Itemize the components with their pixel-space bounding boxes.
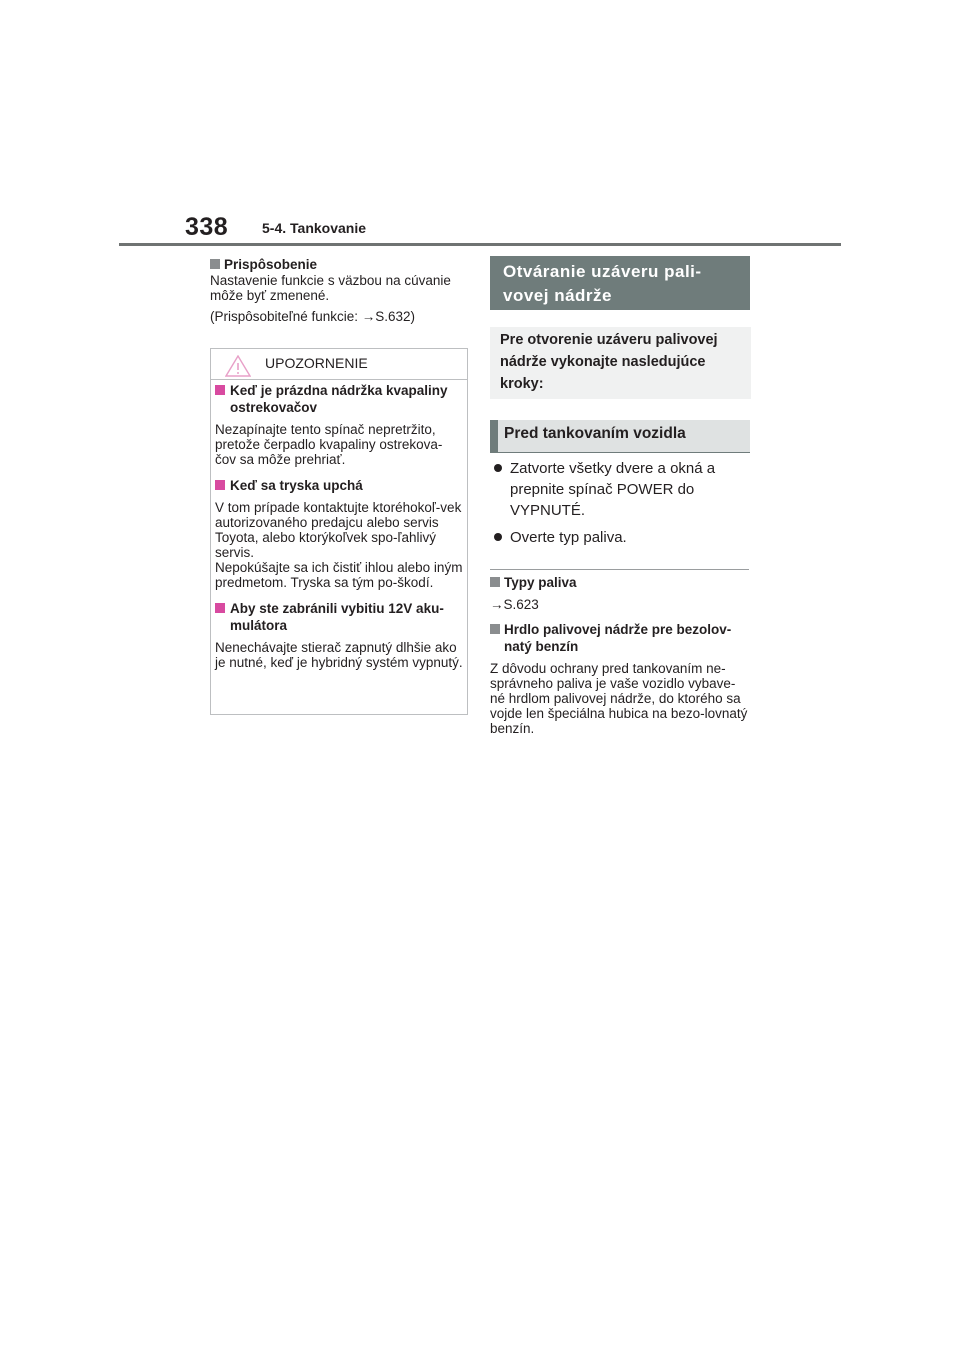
subsection-rule [490,452,750,453]
customization-ref: (Prispôsobiteľné funkcie: →S.632) [210,309,416,324]
warning-item [215,477,463,590]
square-bullet-icon [215,480,225,490]
notes-block [490,574,750,736]
notes-divider [490,569,749,570]
warning-item-text: Nezapínajte tento spínač nepretržito, pretože čerpadlo kvapaliny ostrekova-čov sa môže prehriať. [215,422,443,467]
bullet-list [494,458,750,548]
list-item [494,458,750,521]
warning-body [215,382,463,670]
subsection-title: Pred tankovaním vozidla [504,425,686,442]
filler-neck-text: Z dôvodu ochrany pred tankovaním ne-správneho paliva je vaše vozidlo vybave-né hrdlom palivovej nádrže, do ktorého sa vojde len špeciálna hubica na bezo-lovnatý benzín. [490,661,748,736]
warning-item-text: Nepokúšajte sa ich čistiť ihlou alebo iným predmetom. Tryska sa tým po-škodí. [215,560,463,590]
page-number: 338 [185,213,229,241]
intro-text: Pre otvorenie uzáveru palivovej nádrže vykonajte nasledujúce kroky: [500,332,718,392]
warning-item [215,382,463,467]
customization-heading [210,256,470,273]
warning-item-heading-text: Keď sa tryska upchá [230,478,363,493]
section-banner [490,256,750,310]
square-bullet-icon [490,624,500,634]
square-bullet-icon [215,603,225,613]
square-bullet-icon [215,385,225,395]
warning-triangle-icon [225,355,251,377]
warning-divider [211,379,467,380]
bullet-dot-icon [494,533,502,541]
warning-item-heading [215,477,463,494]
fuel-types-ref: →S.623 [490,597,539,612]
filler-neck-heading-text: Hrdlo palivovej nádrže pre bezolov-natý benzín [504,622,732,654]
warning-label: UPOZORNENIE [265,355,368,371]
filler-neck-heading [490,621,750,655]
subsection-banner [490,420,750,452]
intro-box [490,327,751,399]
customization-block [210,256,470,324]
list-item-text: Zatvorte všetky dvere a okná a prepnite spínač POWER do VYPNUTÉ. [510,460,716,519]
warning-item-heading-text: Keď je prázdna nádržka kvapaliny ostrekovačov [230,383,448,415]
square-bullet-icon [210,259,220,269]
warning-item-heading [215,382,463,416]
section-title: 5-4. Tankovanie [262,220,367,236]
section-banner-text: Otváranie uzáveru pali-vovej nádrže [503,262,702,305]
fuel-types-heading [490,574,750,591]
bullet-dot-icon [494,464,502,472]
warning-box [210,348,468,715]
list-item-text: Overte typ paliva. [510,529,627,546]
header-rule [119,243,841,246]
warning-header [211,349,467,379]
list-item [494,527,750,548]
fuel-types-heading-text: Typy paliva [504,575,577,590]
warning-item-text: Nenechávajte stierač zapnutý dlhšie ako je nutné, keď je hybridný systém vypnutý. [215,640,463,670]
warning-item [215,600,463,670]
warning-item-heading-text: Aby ste zabránili vybitiu 12V aku-mulátora [230,601,444,633]
square-bullet-icon [490,577,500,587]
customization-heading-text: Prispôsobenie [224,257,318,272]
customization-text: Nastavenie funkcie s väzbou na cúvanie môže byť zmenené. [210,273,451,303]
warning-item-heading [215,600,463,634]
warning-item-text: V tom prípade kontaktujte ktoréhokoľ-vek autorizovaného predajcu alebo servis Toyota, alebo ktorýkoľvek spo-ľahlivý servis. [215,500,462,560]
